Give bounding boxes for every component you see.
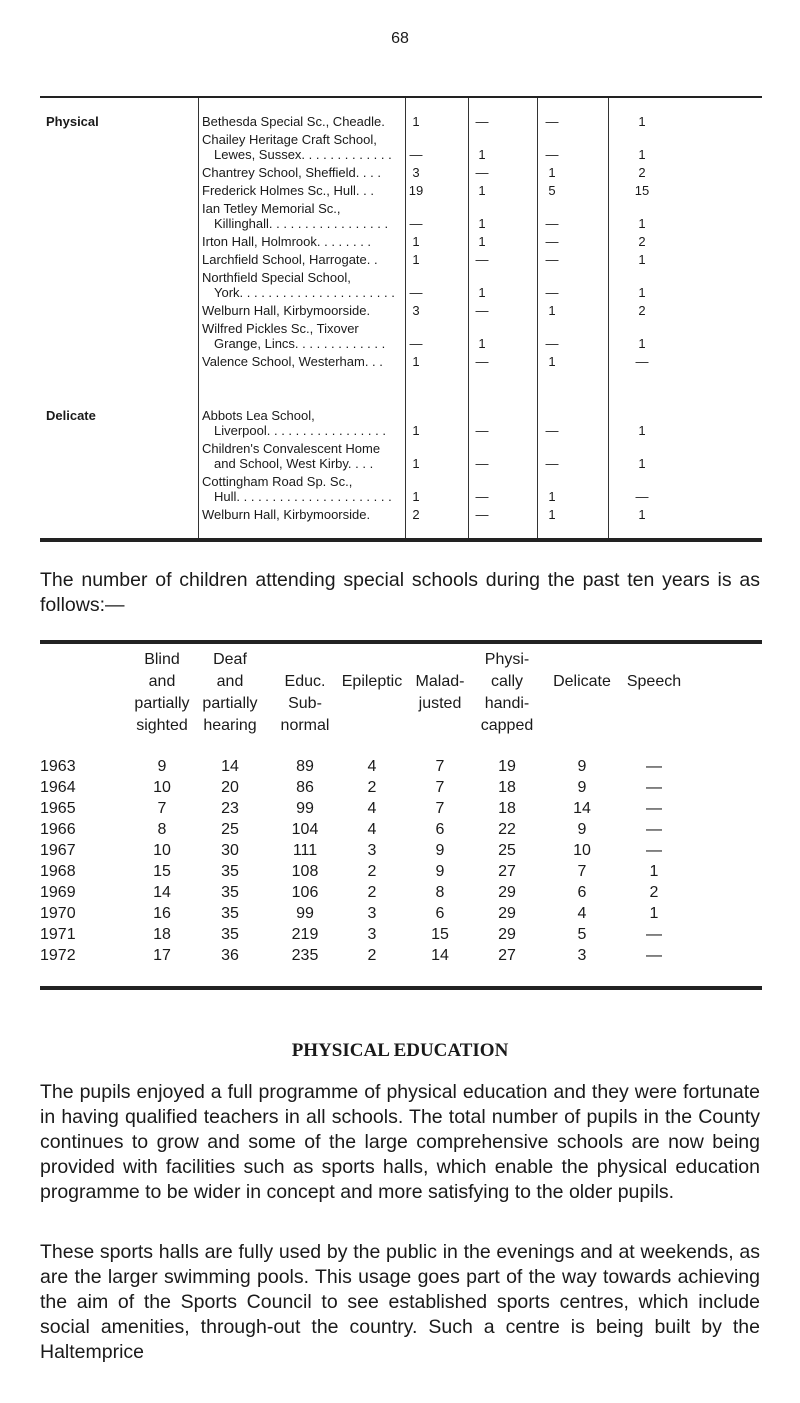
column-header: Deaf: [213, 651, 247, 668]
count-cell: 15: [153, 863, 171, 880]
count-cell: 19: [498, 758, 516, 775]
count-cell: 1: [638, 456, 646, 471]
count-cell: 23: [221, 800, 239, 817]
count-cell: 8: [157, 821, 167, 838]
count-cell: —: [475, 489, 489, 504]
special-schools-table: [40, 96, 762, 542]
count-cell: 14: [221, 758, 239, 775]
count-cell: 4: [367, 758, 377, 775]
school-name: Northfield Special School,: [202, 270, 351, 285]
school-name: Bethesda Special Sc., Cheadle.: [202, 114, 385, 129]
count-cell: 89: [296, 758, 314, 775]
school-name: Larchfield School, Harrogate. .: [202, 252, 378, 267]
year-cell: 1965: [40, 800, 76, 817]
school-name: Welburn Hall, Kirbymoorside.: [202, 303, 371, 318]
count-cell: 1: [638, 216, 646, 231]
count-cell: 1: [548, 354, 556, 369]
count-cell: 1: [638, 507, 646, 522]
count-cell: 2: [367, 884, 377, 901]
school-name: Chailey Heritage Craft School,: [202, 132, 377, 147]
column-header: Blind: [144, 651, 180, 668]
count-cell: —: [646, 842, 662, 859]
count-cell: 10: [153, 842, 171, 859]
count-cell: 2: [649, 884, 659, 901]
column-divider: [537, 98, 538, 538]
school-name: Cottingham Road Sp. Sc.,: [202, 474, 353, 489]
count-cell: 14: [153, 884, 171, 901]
count-cell: 7: [435, 779, 445, 796]
count-cell: —: [475, 354, 489, 369]
column-header: and: [148, 673, 176, 690]
count-cell: 1: [412, 456, 420, 471]
count-cell: —: [646, 947, 662, 964]
count-cell: 108: [291, 863, 319, 880]
column-divider: [198, 98, 199, 538]
count-cell: 235: [291, 947, 319, 964]
count-cell: 1: [649, 863, 659, 880]
school-name: Frederick Holmes Sc., Hull. . .: [202, 183, 374, 198]
count-cell: 17: [153, 947, 171, 964]
count-cell: 15: [431, 926, 449, 943]
count-cell: 2: [367, 863, 377, 880]
count-cell: 35: [221, 926, 239, 943]
count-cell: 4: [367, 800, 377, 817]
count-cell: 7: [435, 758, 445, 775]
count-cell: 1: [412, 114, 420, 129]
category-label: Delicate: [46, 408, 96, 423]
school-name: Liverpool. . . . . . . . . . . . . . . . .: [214, 423, 386, 438]
column-header: capped: [480, 717, 534, 734]
table-top-rule: [40, 640, 762, 644]
count-cell: 1: [478, 336, 486, 351]
count-cell: 1: [649, 905, 659, 922]
count-cell: 1: [412, 234, 420, 249]
column-divider: [468, 98, 469, 538]
count-cell: —: [475, 456, 489, 471]
count-cell: 99: [296, 800, 314, 817]
intro-paragraph: The number of children attending special schools during the past ten years is as follows:—: [40, 569, 760, 616]
count-cell: 30: [221, 842, 239, 859]
count-cell: 1: [478, 234, 486, 249]
school-name: York. . . . . . . . . . . . . . . . . . . . . .: [214, 285, 395, 300]
count-cell: —: [545, 336, 559, 351]
count-cell: 9: [157, 758, 167, 775]
count-cell: 1: [412, 354, 420, 369]
count-cell: 3: [412, 303, 420, 318]
count-cell: 6: [435, 905, 445, 922]
column-divider: [608, 98, 609, 538]
count-cell: 18: [498, 800, 516, 817]
year-cell: 1972: [40, 947, 76, 964]
count-cell: 1: [548, 165, 556, 180]
count-cell: 111: [292, 842, 318, 859]
count-cell: —: [475, 114, 489, 129]
count-cell: —: [646, 821, 662, 838]
count-cell: 1: [478, 183, 486, 198]
school-name: Chantrey School, Sheffield. . . .: [202, 165, 381, 180]
column-header: hearing: [203, 717, 257, 734]
count-cell: 22: [498, 821, 516, 838]
count-cell: 7: [577, 863, 587, 880]
count-cell: 104: [291, 821, 319, 838]
count-cell: 27: [498, 863, 516, 880]
count-cell: 6: [435, 821, 445, 838]
category-label: Physical: [46, 114, 99, 129]
count-cell: 27: [498, 947, 516, 964]
count-cell: 219: [291, 926, 319, 943]
count-cell: 2: [638, 234, 646, 249]
column-header: normal: [280, 717, 330, 734]
count-cell: 10: [153, 779, 171, 796]
school-name: Irton Hall, Holmrook. . . . . . . .: [202, 234, 372, 249]
year-cell: 1968: [40, 863, 76, 880]
count-cell: 3: [412, 165, 420, 180]
count-cell: 2: [638, 303, 646, 318]
section-heading: PHYSICAL EDUCATION: [291, 1040, 509, 1061]
count-cell: 86: [296, 779, 314, 796]
count-cell: 1: [638, 423, 646, 438]
school-name: Wilfred Pickles Sc., Tixover: [202, 321, 359, 336]
count-cell: —: [409, 285, 423, 300]
count-cell: 14: [431, 947, 449, 964]
count-cell: 29: [498, 905, 516, 922]
school-name: Hull. . . . . . . . . . . . . . . . . . . . . .: [214, 489, 392, 504]
count-cell: 1: [478, 147, 486, 162]
school-name: Killinghall. . . . . . . . . . . . . . . . .: [214, 216, 389, 231]
count-cell: 9: [577, 779, 587, 796]
column-header: Physi-: [484, 651, 530, 668]
year-cell: 1963: [40, 758, 76, 775]
count-cell: —: [475, 423, 489, 438]
count-cell: 25: [221, 821, 239, 838]
column-header: Speech: [626, 673, 682, 690]
count-cell: —: [545, 216, 559, 231]
school-name: Valence School, Westerham. . .: [202, 354, 383, 369]
count-cell: 99: [296, 905, 314, 922]
count-cell: 29: [498, 926, 516, 943]
count-cell: 1: [548, 489, 556, 504]
count-cell: 8: [435, 884, 445, 901]
count-cell: —: [646, 926, 662, 943]
school-name: and School, West Kirby. . . .: [214, 456, 374, 471]
count-cell: 1: [478, 216, 486, 231]
count-cell: 1: [638, 147, 646, 162]
count-cell: —: [545, 285, 559, 300]
count-cell: 18: [153, 926, 171, 943]
count-cell: 9: [577, 821, 587, 838]
count-cell: 3: [367, 905, 377, 922]
count-cell: 1: [412, 423, 420, 438]
count-cell: —: [409, 336, 423, 351]
page-number: 68: [391, 30, 409, 47]
section-paragraph-1: The pupils enjoyed a full programme of physical education and they were fortunate in having qualified teachers in all schools. The total number of pupils in the County continues to grow and some of the large comprehensive schools are now being provided with facilities such as sports halls, which enable the physical education programme to be wider in concept and more satisfying to the older pupils.: [40, 1081, 760, 1203]
count-cell: 4: [367, 821, 377, 838]
count-cell: 2: [412, 507, 420, 522]
count-cell: 19: [408, 183, 424, 198]
count-cell: —: [475, 165, 489, 180]
count-cell: 7: [435, 800, 445, 817]
table-bottom-rule: [40, 986, 762, 990]
section-paragraph-2: These sports halls are fully used by the public in the evenings and at weekends, as are the larger swimming pools. This usage goes part of the way towards achieving the aim of the Sports Council to see established sports centres, which include social amenities, through-out the country. Such a centre is being built by the Haltemprice: [40, 1241, 760, 1363]
count-cell: 4: [577, 905, 587, 922]
column-header: and: [216, 673, 244, 690]
school-name: Abbots Lea School,: [202, 408, 315, 423]
count-cell: 5: [577, 926, 587, 943]
count-cell: 25: [498, 842, 516, 859]
count-cell: —: [646, 800, 662, 817]
school-name: Lewes, Sussex. . . . . . . . . . . . .: [214, 147, 392, 162]
count-cell: 16: [153, 905, 171, 922]
count-cell: 14: [573, 800, 591, 817]
count-cell: 1: [638, 285, 646, 300]
year-cell: 1971: [40, 926, 76, 943]
column-header: Educ.: [284, 673, 326, 690]
year-cell: 1967: [40, 842, 76, 859]
year-cell: 1970: [40, 905, 76, 922]
count-cell: 6: [577, 884, 587, 901]
count-cell: 1: [548, 303, 556, 318]
count-cell: —: [545, 456, 559, 471]
count-cell: 3: [367, 842, 377, 859]
count-cell: 1: [478, 285, 486, 300]
count-cell: —: [646, 758, 662, 775]
attendance-table: [40, 640, 762, 990]
count-cell: 20: [221, 779, 239, 796]
column-header: Epileptic: [341, 673, 403, 690]
count-cell: 3: [577, 947, 587, 964]
school-name: Grange, Lincs. . . . . . . . . . . . .: [214, 336, 386, 351]
count-cell: 10: [573, 842, 591, 859]
count-cell: 1: [638, 252, 646, 267]
column-divider: [405, 98, 406, 538]
column-header: Malad-: [415, 673, 465, 690]
column-header: partially: [202, 695, 258, 712]
count-cell: 1: [412, 252, 420, 267]
year-cell: 1969: [40, 884, 76, 901]
count-cell: 2: [367, 947, 377, 964]
count-cell: 2: [367, 779, 377, 796]
count-cell: 35: [221, 905, 239, 922]
count-cell: —: [545, 252, 559, 267]
year-cell: 1964: [40, 779, 76, 796]
count-cell: 1: [638, 336, 646, 351]
count-cell: —: [646, 779, 662, 796]
count-cell: —: [545, 147, 559, 162]
count-cell: 9: [435, 863, 445, 880]
count-cell: 35: [221, 884, 239, 901]
column-header: partially: [134, 695, 190, 712]
count-cell: 5: [548, 183, 556, 198]
count-cell: 29: [498, 884, 516, 901]
count-cell: —: [545, 423, 559, 438]
count-cell: 9: [577, 758, 587, 775]
school-name: Ian Tetley Memorial Sc.,: [202, 201, 341, 216]
count-cell: 3: [367, 926, 377, 943]
school-name: Welburn Hall, Kirbymoorside.: [202, 507, 371, 522]
count-cell: 15: [634, 183, 650, 198]
column-header: justed: [418, 695, 462, 712]
count-cell: —: [409, 216, 423, 231]
count-cell: 18: [498, 779, 516, 796]
count-cell: —: [475, 252, 489, 267]
count-cell: —: [545, 234, 559, 249]
column-header: handi-: [484, 695, 530, 712]
count-cell: 35: [221, 863, 239, 880]
count-cell: —: [475, 303, 489, 318]
count-cell: 1: [638, 114, 646, 129]
count-cell: —: [635, 354, 649, 369]
school-name: Children's Convalescent Home: [202, 441, 381, 456]
count-cell: 1: [412, 489, 420, 504]
count-cell: 2: [638, 165, 646, 180]
count-cell: 1: [548, 507, 556, 522]
count-cell: —: [409, 147, 423, 162]
count-cell: 106: [291, 884, 319, 901]
count-cell: 7: [157, 800, 167, 817]
column-header: cally: [490, 673, 523, 690]
count-cell: —: [635, 489, 649, 504]
count-cell: —: [475, 507, 489, 522]
count-cell: 9: [435, 842, 445, 859]
column-header: Delicate: [553, 673, 611, 690]
count-cell: 36: [221, 947, 239, 964]
column-header: sighted: [136, 717, 188, 734]
count-cell: —: [545, 114, 559, 129]
year-cell: 1966: [40, 821, 76, 838]
column-header: Sub-: [288, 695, 322, 712]
